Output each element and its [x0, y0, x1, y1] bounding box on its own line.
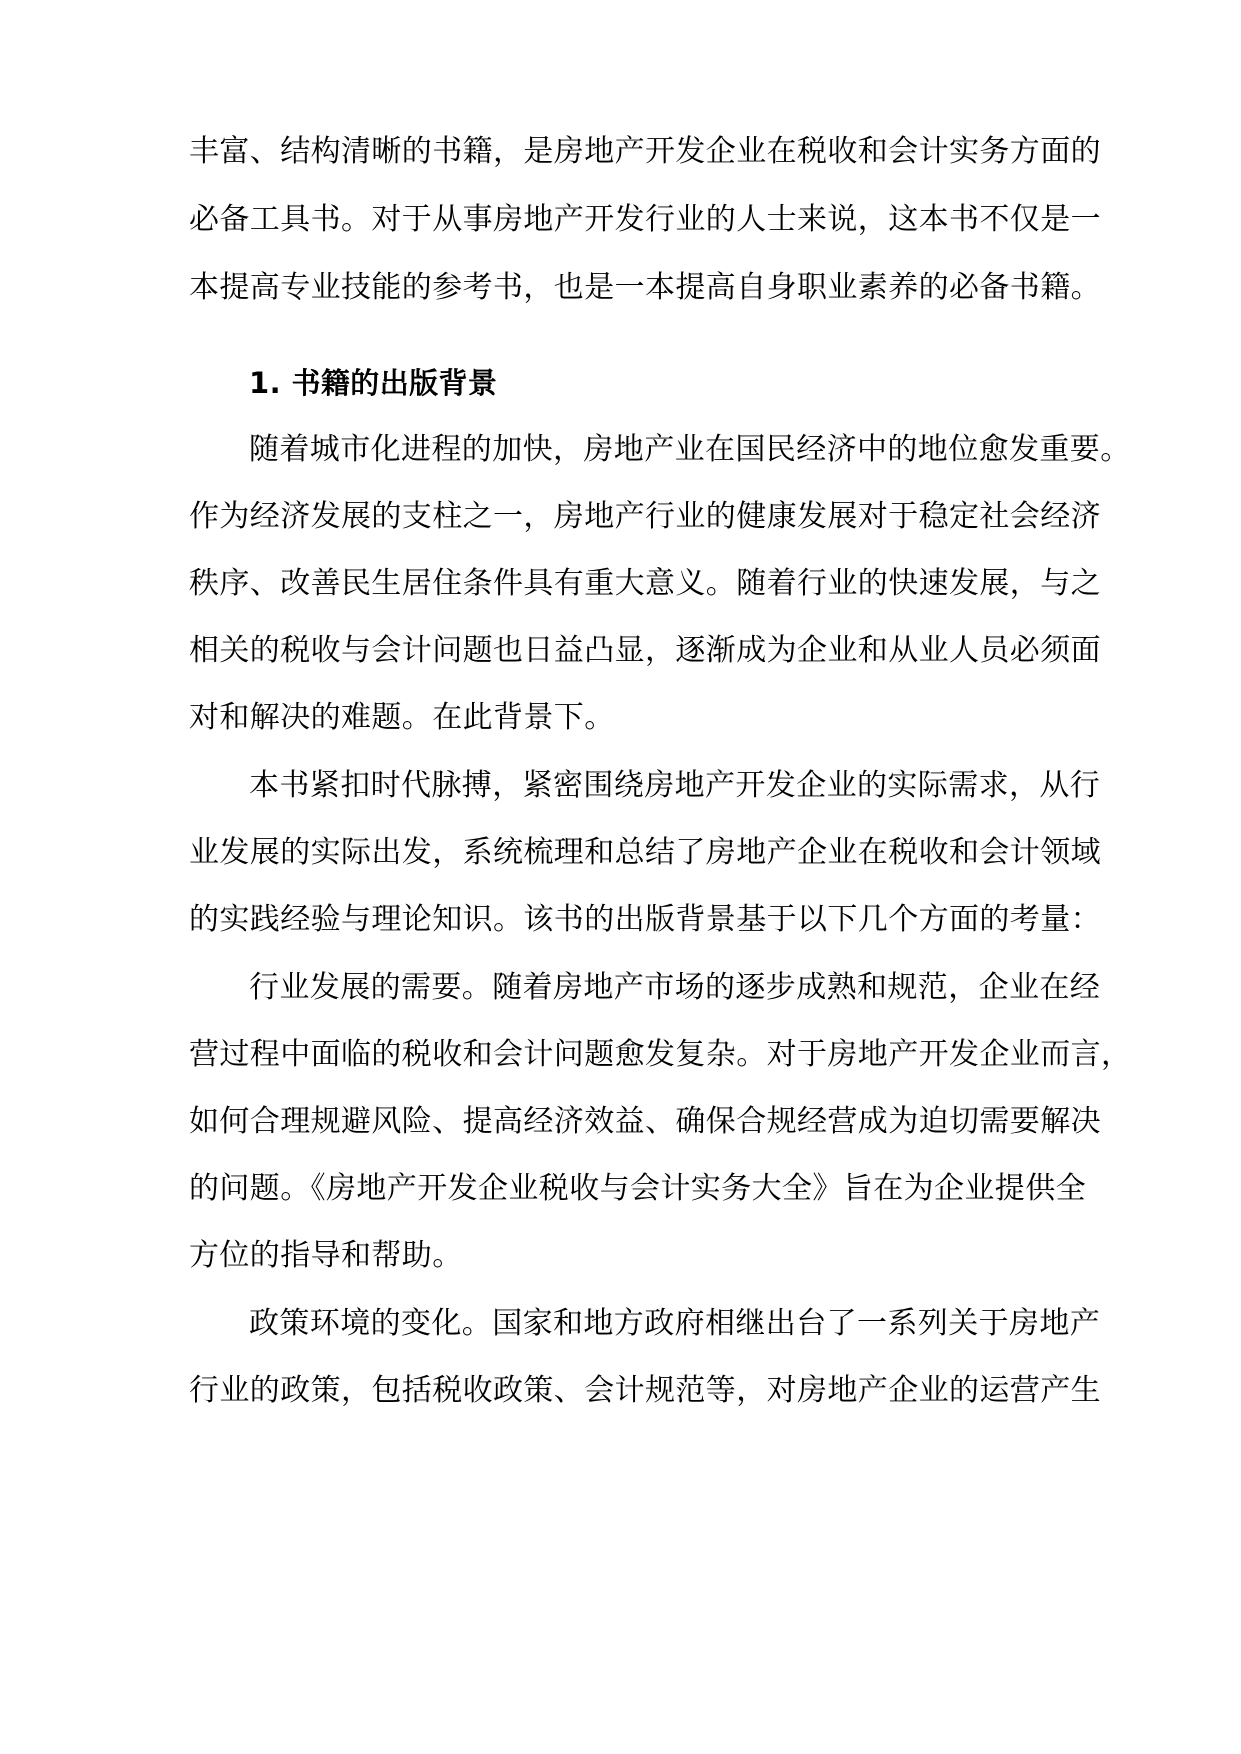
paragraph-line: 随着城市化进程的加快，房地产业在国民经济中的地位愈发重要。	[249, 432, 1131, 467]
paragraph-line: 本书紧扣时代脉搏，紧密围绕房地产开发企业的实际需求，从行	[249, 768, 1101, 803]
paragraph-line: 秩序、改善民生居住条件具有重大意义。随着行业的快速发展，与之	[189, 566, 1101, 601]
paragraph-line: 业发展的实际出发，系统梳理和总结了房地产企业在税收和会计领域	[189, 835, 1101, 870]
paragraph-line: 丰富、结构清晰的书籍，是房地产开发企业在税收和会计实务方面的	[189, 134, 1101, 169]
paragraph-line: 行业发展的需要。随着房地产市场的逐步成熟和规范，企业在经	[249, 970, 1101, 1005]
paragraph-line: 政策环境的变化。国家和地方政府相继出台了一系列关于房地产	[249, 1306, 1101, 1341]
paragraph-line: 对和解决的难题。在此背景下。	[189, 700, 615, 735]
paragraph-line: 如何合理规避风险、提高经济效益、确保合规经营成为迫切需要解决	[189, 1104, 1101, 1139]
paragraph-line: 作为经济发展的支柱之一，房地产行业的健康发展对于稳定社会经济	[189, 499, 1101, 534]
paragraph-line: 行业的政策，包括税收政策、会计规范等，对房地产企业的运营产生	[189, 1373, 1101, 1408]
paragraph-line: 方位的指导和帮助。	[189, 1238, 463, 1273]
paragraph-line: 的问题。《房地产开发企业税收与会计实务大全》旨在为企业提供全	[189, 1171, 1086, 1206]
paragraph-line: 必备工具书。对于从事房地产开发行业的人士来说，这本书不仅是一	[189, 202, 1101, 237]
paragraph-line: 相关的税收与会计问题也日益凸显，逐渐成为企业和从业人员必须面	[189, 633, 1101, 668]
paragraph-line: 的实践经验与理论知识。该书的出版背景基于以下几个方面的考量：	[189, 902, 1101, 937]
paragraph-line: 本提高专业技能的参考书，也是一本提高自身职业素养的必备书籍。	[189, 270, 1101, 305]
section-heading: 1. 书籍的出版背景	[249, 366, 498, 400]
paragraph-line: 营过程中面临的税收和会计问题愈发复杂。对于房地产开发企业而言，	[189, 1037, 1132, 1072]
